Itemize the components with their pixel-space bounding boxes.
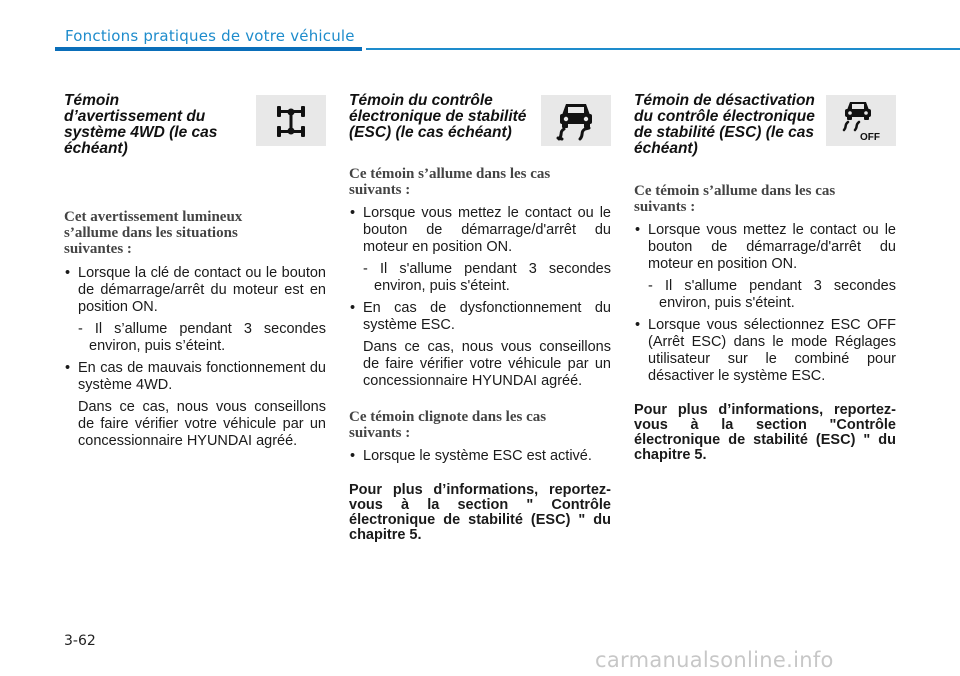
page-number: 3-62	[64, 633, 96, 649]
off-label: OFF	[860, 131, 880, 142]
list-item: • Lorsque le système ESC est activé.	[349, 448, 611, 465]
column-4wd	[64, 93, 326, 450]
section-title: Témoin du contrôle électronique de stabilité (ESC) (le cas échéant)	[349, 92, 527, 141]
section-heading: Cet avertissement lumineux s’allume dans les situations suivantes :	[64, 209, 243, 257]
esc-indicator-icon	[541, 95, 611, 146]
section-heading: Ce témoin s’allume dans les cas suivants :	[349, 166, 551, 198]
reference-note: Pour plus d’informations, reportez-vous à la section " Contrôle électronique de stabilité (ESC) " du chapitre 5.	[349, 482, 611, 543]
list-subitem: - Il s'allume pendant 3 secondes environ, puis s'éteint.	[363, 261, 611, 294]
list-paragraph: Dans ce cas, nous vous conseillons de faire vérifier votre véhicule par un concessionnaire HYUNDAI agréé.	[78, 399, 326, 449]
list-item: • Lorsque vous sélectionnez ESC OFF (Arrêt ESC) dans le mode Réglages utilisateur sur le combiné pour désactiver le système ESC.	[634, 317, 896, 385]
header-rule	[366, 48, 960, 50]
list-item: • Lorsque la clé de contact ou le bouton de démarrage/arrêt du moteur est en position ON.	[64, 265, 326, 316]
section-heading: Ce témoin s’allume dans les cas suivants :	[634, 183, 836, 215]
column-esc-off	[634, 93, 896, 463]
list-item: • Lorsque vous mettez le contact ou le bouton de démarrage/d'arrêt du moteur en position ON.	[349, 205, 611, 256]
list-subitem: - Il s'allume pendant 3 secondes environ, puis s'éteint.	[648, 278, 896, 311]
4wd-warning-icon	[256, 95, 326, 146]
section-heading: Ce témoin clignote dans les cas suivants :	[349, 409, 547, 441]
column-esc	[349, 93, 611, 543]
section-title: Témoin d’avertissement du système 4WD (le cas échéant)	[64, 92, 218, 157]
esc-off-icon	[826, 95, 896, 146]
reference-note: Pour plus d’informations, reportez-vous à la section "Contrôle électronique de stabilité (ESC) " du chapitre 5.	[634, 402, 896, 463]
list-item: • Lorsque vous mettez le contact ou le bouton de démarrage/d'arrêt du moteur en position ON.	[634, 222, 896, 273]
list-item: • En cas de mauvais fonctionnement du système 4WD.	[64, 360, 326, 394]
header-title: Fonctions pratiques de votre véhicule	[65, 27, 355, 45]
list-paragraph: Dans ce cas, nous vous conseillons de faire vérifier votre véhicule par un concessionnaire HYUNDAI agréé.	[363, 339, 611, 389]
list-subitem: - Il s’allume pendant 3 secondes environ, puis s’éteint.	[78, 321, 326, 354]
header-bar	[55, 47, 362, 51]
section-title: Témoin de désactivation du contrôle électronique de stabilité (ESC) (le cas échéant)	[634, 92, 815, 157]
watermark: carmanualsonline.info	[595, 648, 834, 672]
list-item: • En cas de dysfonctionnement du système ESC.	[349, 300, 611, 334]
